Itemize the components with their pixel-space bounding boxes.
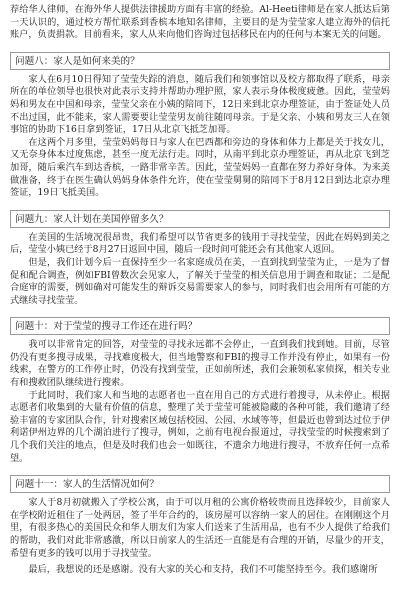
question-text: 问题八：家人是如何来美的？ <box>15 55 140 67</box>
intro-paragraph: 荐给华人律师，在海外华人提供法律援助方面有丰富的经验。Al-Heeti律师是在家人抵达后第一天认识的，通过校方帮忙联系到香槟本地知名律师，主要目的是为莹莹家人建立海外的信托账户，负责捐款。目前看来，家人从来向他们咨询过包括移民在内的任何与本案无关的问题。 <box>10 4 390 41</box>
answer-paragraph: 家人在6月10日得知了莹莹失踪的消息，随后我们和领事馆以及校方都取得了联系，母亲所在的单位领导也很快对此表示支持并帮助办理护照，家人表示身体极度疲惫。因此，莹莹妈妈和男友在中国和母亲，莹莹父亲在小姨的陪同下，12日来到北京办理签证，由于签证处人员不出过国，此不能来，家人需要要让莹莹男友前往随同母亲。于是父亲、小姨和男友三人在领事馆的协助下16日拿到签证，17日从北京飞抵芝加哥。 <box>10 73 390 136</box>
question-text: 问题十：对于莹莹的搜寻工作还在进行吗？ <box>15 321 198 333</box>
answer-paragraph: 我可以非常肯定的回答，对莹莹的寻找永远都不会停止，一直到我们找到她。目前，尽管仍没有更多搜寻成果，寻找难度极大，但当地警察和FBI的搜寻工作并没有停止，如果有一份线索，在警方的工作停止时，仍没有找到莹莹，正如前所述，我们会兼领私家侦探，相关专业有和搜救团队继续进行搜索。 <box>10 339 390 389</box>
question-text: 问题九：家人计划在美国停留多久？ <box>15 213 169 225</box>
question-heading-8 <box>10 52 390 70</box>
question-heading-9 <box>10 210 390 228</box>
answer-paragraph: 于此同时，我们家人和当地的志愿者也一直在用自己的方式进行着搜寻，从未停止。根据志愿者们收集到的大量有价值的信息，整理了关于莹莹可能被隐藏的各种可能，我们邀请了经验丰富的专家团队合作，针对搜索区域包括校园、公园、水域等等，但最近也曾到达过位于伊利诺伊州边界的几个湖泊进行了搜寻，例如，之前有电视台报道过，寻找莹莹的时候搜索到了几个我们关注的地点，但是及时我们也会一如既往，不遗余力地进行搜寻，不放弃任何一点希望。 <box>10 389 390 464</box>
answer-paragraph: 在美国的生活境况很昂贵，我们希望可以节省更多的钱用于寻找莹莹，因此在妈妈到美之后，莹莹小姨已经于8月27日返回中国，随后一段时间可能还会有其他家人返回。 <box>10 231 390 256</box>
answer-paragraph: 在这两个月多里，莹莹妈妈每日与家人在巴西都和旁边的身体和体力上都是关于找女儿，又无奈身体本过度焦虑，甚至一度无法行走。同时，从南平到北京办理签证，再从北京飞到芝加哥，随后乘汽车到达香槟，一路非常辛苦。因此，莹莹妈妈一直都在努力养好身体。为来美做准备，终于在医生确认妈妈身体条件允许，使在莹莹舅舅的陪同下于8月12日到达北京办理签证，19日飞抵美国。 <box>10 136 390 199</box>
answer-paragraph: 但是，我们计划今后一直保持至少一名家庭成员在美，一直到找到莹莹为止，一是为了督促和配合调查，例如FBI曾数次会见家人，了解关于莹莹的相关信息用于调查和取证；二是配合庭审的需要，例如确对可能发生的辩诉交易需要家人的参与，同时我们也会用所有可能的方式继续寻找莹莹。 <box>10 256 390 306</box>
answer-paragraph: 家人于8月初就搬入了学校公寓，由于可以月租的公寓价格较贵而且选择较少，目前家人在学校附近租住了一处两居，签了半年合约的，该房屋可以容纳一家人的居住。在刚刚这个月里，有很多热心的美国民众和华人朋友们为家人们送来了生活用品，也有不少人提供了给我们的帮助，我们对此非常感激，所以日前家人的生活还一直能是有合理的开销，尽量少的开支，希望有更多的钱可以用于寻找莹莹。 <box>10 497 390 559</box>
closing-paragraph: 最后，我想说的还是感谢。没有大家的关心和支持，我们不可能坚持至今。我们感谢所 <box>28 564 378 576</box>
question-text: 问题十一：家人的生活情况如何？ <box>15 479 159 491</box>
question-heading-10 <box>10 317 390 335</box>
question-heading-11 <box>10 475 390 493</box>
